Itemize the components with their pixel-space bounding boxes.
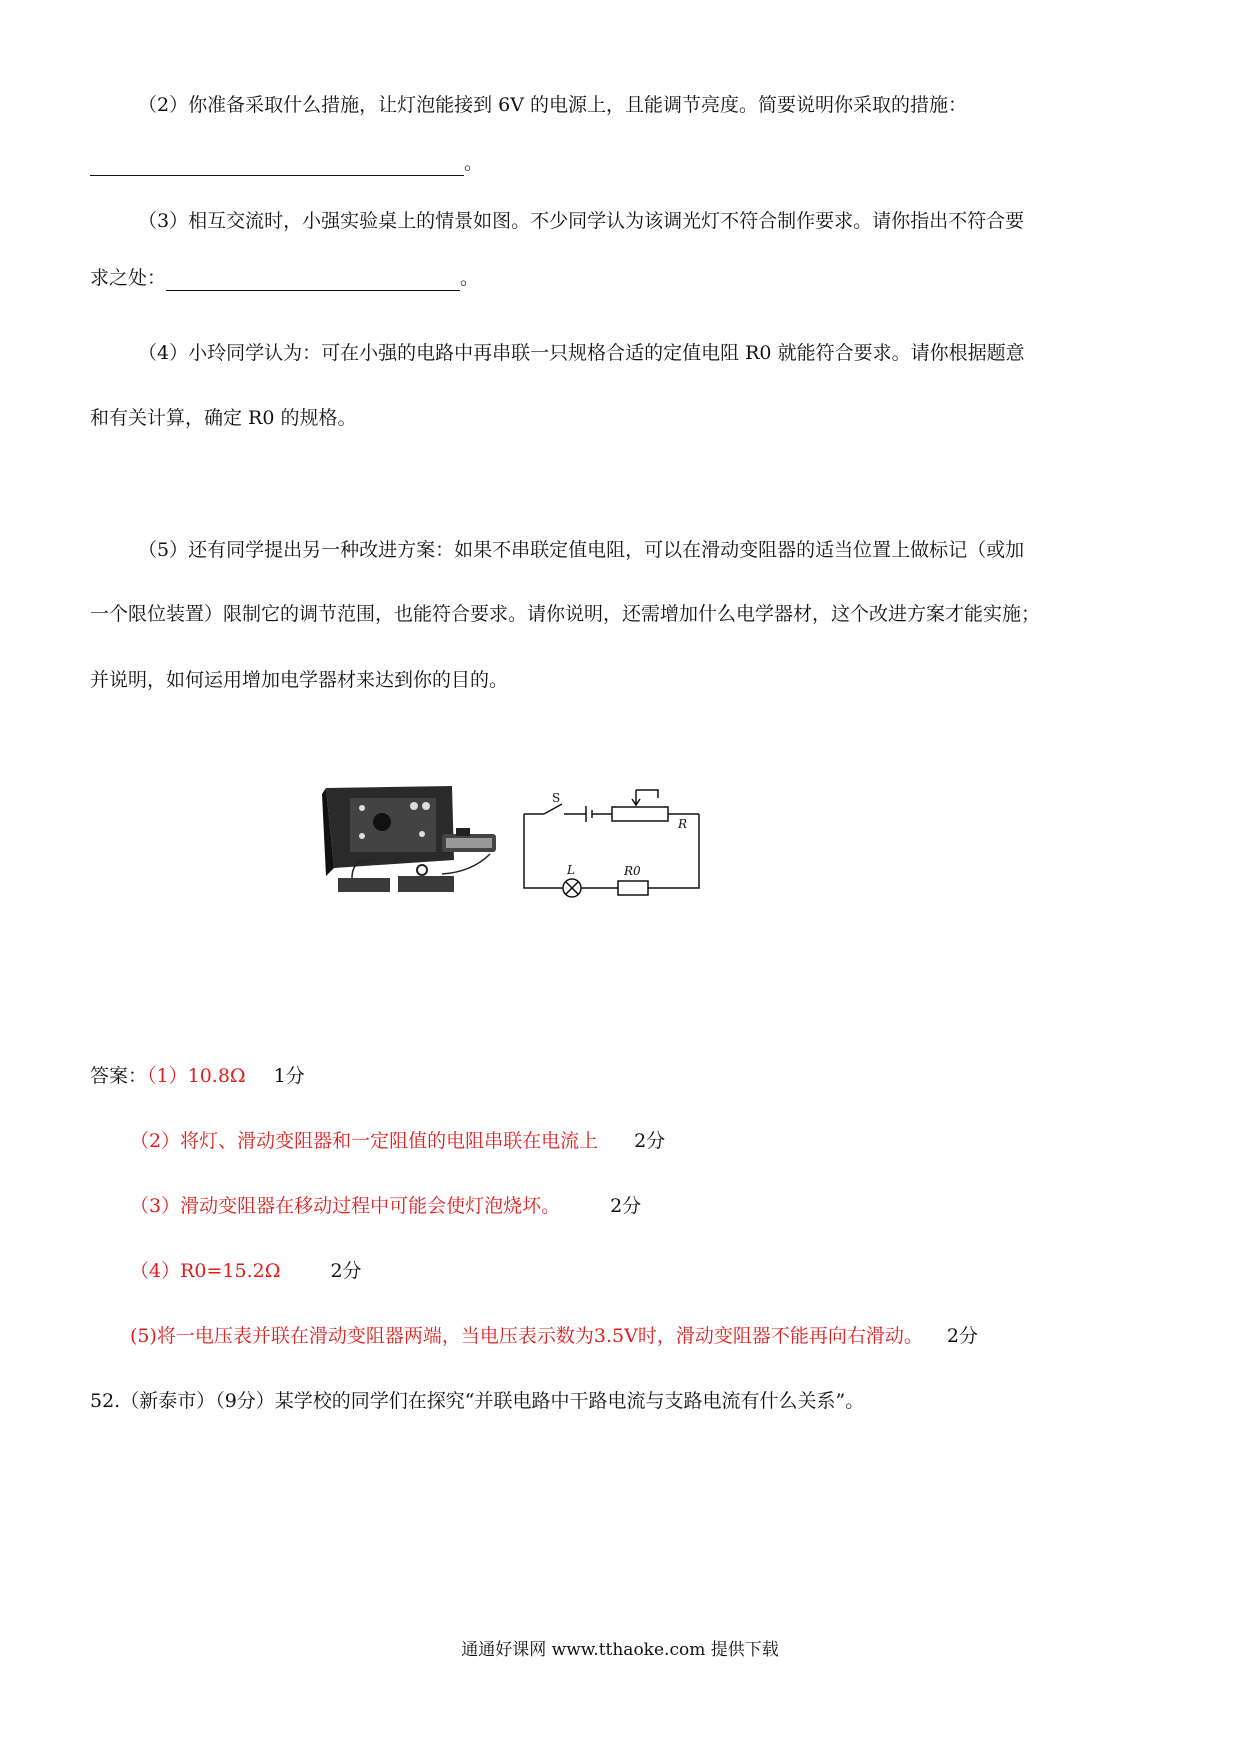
question-3-prefix: 求之处：: [90, 267, 167, 289]
figure-svg: [322, 778, 762, 916]
answer-2-line: [130, 1128, 665, 1154]
answer-blank[interactable]: [166, 270, 460, 291]
answer-1: （1）10.8Ω: [147, 1065, 246, 1087]
answer-5-score: 2分: [946, 1325, 978, 1347]
label-s: S: [552, 791, 561, 805]
circuit-diagram: [524, 790, 699, 897]
answer-5-line: [130, 1323, 978, 1349]
question-5-line-1: （5）还有同学提出另一种改进方案：如果不串联定值电阻，可以在滑动变阻器的适当位置上做标记（或加: [138, 539, 1025, 561]
answer-3-score: 2分: [610, 1195, 642, 1217]
answer-4-score: 2分: [330, 1260, 362, 1282]
question-3-line-2: [90, 265, 479, 291]
question-52: 52.（新泰市）（9分）某学校的同学们在探究“并联电路中干路电流与支路电流有什么关系”。: [90, 1390, 865, 1412]
question-3-line-1: （3）相互交流时，小强实验桌上的情景如图。不少同学认为该调光灯不符合制作要求。请你指出不符合要: [138, 210, 1025, 232]
answer-4-line: [130, 1258, 362, 1284]
answer-1-score: 1分: [273, 1065, 305, 1087]
experiment-figure: [322, 778, 762, 916]
answer-5: (5)将一电压表并联在滑动变阻器两端，当电压表示数为3.5V时，滑动变阻器不能再向右滑动。: [130, 1325, 923, 1347]
question-4-line-2: 和有关计算，确定 R0 的规格。: [90, 407, 357, 429]
label-l: L: [567, 863, 575, 877]
apparatus-photo: [322, 783, 496, 895]
question-5-line-3: 并说明，如何运用增加电学器材来达到你的目的。: [90, 669, 509, 691]
period: 。: [460, 267, 480, 289]
answer-3-line: [130, 1193, 641, 1219]
answer-blank[interactable]: [90, 155, 464, 176]
answer-prefix: 答案：: [90, 1065, 148, 1087]
answer-2-score: 2分: [634, 1130, 666, 1152]
question-5-line-2: 一个限位装置）限制它的调节范围，也能符合要求。请你说明，还需增加什么电学器材，这个改进方案才能实施；: [90, 603, 1041, 625]
answer-4: （4）R0=15.2Ω: [130, 1260, 281, 1282]
period: 。: [464, 152, 484, 174]
answer-3: （3）滑动变阻器在移动过程中可能会使灯泡烧坏。: [130, 1195, 561, 1217]
answer-2: （2）将灯、滑动变阻器和一定阻值的电阻串联在电流上: [130, 1130, 599, 1152]
answer-1-line: [90, 1063, 305, 1089]
question-4-line-1: （4）小玲同学认为：可在小强的电路中再串联一只规格合适的定值电阻 R0 就能符合要求。请你根据题意: [138, 342, 1025, 364]
footer: 通通好课网 www.tthaoke.com 提供下载: [461, 1640, 779, 1660]
question-2-answer-line: [90, 150, 483, 176]
label-r0: R0: [624, 864, 641, 878]
question-2-text: （2）你准备采取什么措施，让灯泡能接到 6V 的电源上，且能调节亮度。简要说明你采取的措施：: [138, 94, 967, 116]
label-r: R: [678, 817, 688, 831]
